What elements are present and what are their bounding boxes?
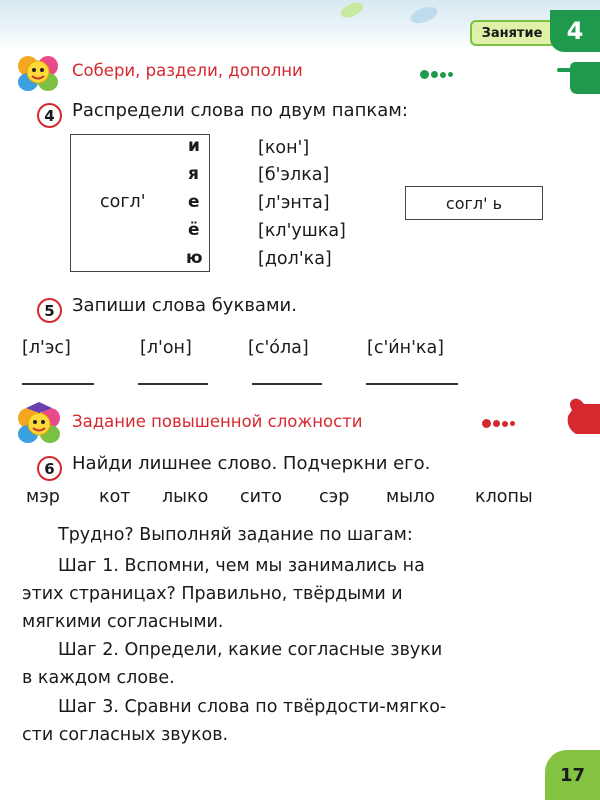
answer-line[interactable] xyxy=(138,383,208,385)
vowel-letter: и xyxy=(188,136,200,156)
pointing-hand-icon xyxy=(560,394,600,444)
mascot-icon xyxy=(14,50,62,92)
section-dots xyxy=(482,419,515,428)
transcription-word: [л'эс] xyxy=(22,338,71,358)
answer-line[interactable] xyxy=(22,383,94,385)
transcription-word: [л'энта] xyxy=(258,193,330,213)
vowel-letter: ё xyxy=(188,220,200,240)
task-word[interactable]: кот xyxy=(99,487,131,507)
task-number: 6 xyxy=(37,456,62,481)
vowel-letter: е xyxy=(188,192,200,212)
task-number: 4 xyxy=(37,103,62,128)
hint-line: мягкими согласными. xyxy=(22,612,224,632)
hint-line: этих страницах? Правильно, твёрдыми и xyxy=(22,584,403,604)
task-word[interactable]: лыко xyxy=(162,487,209,507)
transcription-word: [с'и́н'ка] xyxy=(367,338,445,358)
mascot-graduate-icon xyxy=(14,398,64,444)
page-number: 17 xyxy=(545,750,600,800)
section-title: Задание повышенной сложности xyxy=(72,412,363,431)
task-number: 5 xyxy=(37,298,62,323)
folder-label: согл' xyxy=(100,192,146,212)
folder-soft-sign: согл' ь xyxy=(405,186,543,220)
task-word[interactable]: мыло xyxy=(386,487,435,507)
hint-line: Шаг 3. Сравни слова по твёрдости-мягко- xyxy=(58,697,447,717)
answer-line[interactable] xyxy=(252,383,322,385)
task-instruction: Запиши слова буквами. xyxy=(72,295,297,316)
task-instruction: Найди лишнее слово. Подчеркни его. xyxy=(72,453,431,474)
answer-line[interactable] xyxy=(366,383,458,385)
vowel-letter: я xyxy=(188,164,199,184)
lesson-label: Занятие xyxy=(470,20,552,46)
hint-line: Шаг 1. Вспомни, чем мы занимались на xyxy=(58,556,425,576)
section-dots xyxy=(420,70,453,79)
task-word[interactable]: сэр xyxy=(319,487,350,507)
vowel-letter: ю xyxy=(186,248,203,268)
hint-heading: Трудно? Выполняй задание по шагам: xyxy=(58,525,413,545)
hint-line: сти согласных звуков. xyxy=(22,725,229,745)
section-title: Собери, раздели, дополни xyxy=(72,61,303,80)
transcription-word: [с'о́ла] xyxy=(248,338,309,358)
transcription-word: [кл'ушка] xyxy=(258,221,346,241)
transcription-word: [кон'] xyxy=(258,138,310,158)
pointing-hand-icon xyxy=(556,56,600,100)
transcription-word: [б'элка] xyxy=(258,165,330,185)
transcription-word: [дол'ка] xyxy=(258,249,332,269)
task-word[interactable]: мэр xyxy=(26,487,60,507)
task-word[interactable]: сито xyxy=(240,487,282,507)
task-word[interactable]: клопы xyxy=(475,487,533,507)
hint-line: Шаг 2. Определи, какие согласные звуки xyxy=(58,640,443,660)
hint-line: в каждом слове. xyxy=(22,668,175,688)
transcription-word: [л'он] xyxy=(140,338,192,358)
lesson-number: 4 xyxy=(550,10,600,52)
task-instruction: Распредели слова по двум папкам: xyxy=(72,100,408,121)
